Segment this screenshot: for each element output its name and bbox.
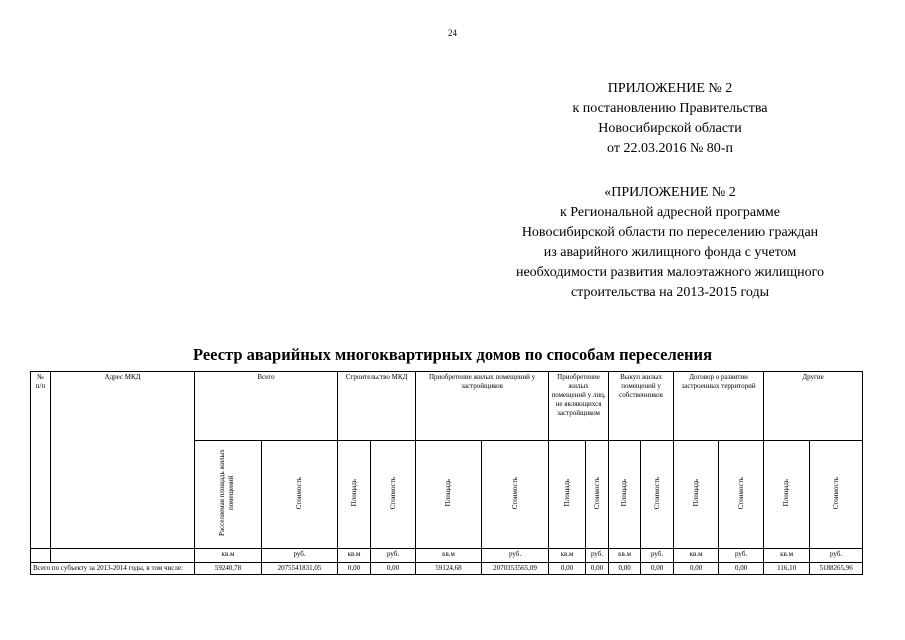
unit-cell: кв.м (416, 549, 482, 563)
header-row-groups (31, 372, 863, 441)
unit-cell: кв.м (674, 549, 719, 563)
appendix-header-line: к постановлению Правительства (572, 101, 768, 116)
header-group-construction: Строительство МКД (338, 372, 416, 441)
header-group-buyout: Выкуп жилых помещений у собственников (609, 372, 674, 441)
total-value: 2075541831,05 (262, 563, 338, 575)
subheader-label: Расселяемая площадь жилых помещений (218, 449, 235, 537)
subheader-cell (719, 441, 764, 549)
unit-cell: руб. (810, 549, 863, 563)
unit-cell: руб. (719, 549, 764, 563)
subheader-label: Площадь (349, 479, 358, 507)
unit-cell: кв.м (764, 549, 810, 563)
subheader-cell (810, 441, 863, 549)
subheader-label: Стоимость (652, 476, 661, 510)
subheader-cell (338, 441, 371, 549)
header-num: № п/п (31, 372, 51, 549)
appendix-header-line: Новосибирской области (598, 121, 742, 136)
total-value: 0,00 (371, 563, 416, 575)
appendix-program-line: необходимости развития малоэтажного жилищного (515, 265, 825, 280)
total-value: 5188265,96 (810, 563, 863, 575)
total-value: 0,00 (549, 563, 586, 575)
appendix-program (470, 183, 870, 303)
total-value: 0,00 (609, 563, 641, 575)
subheader-label: Площадь (620, 479, 629, 507)
unit-cell: кв.м (338, 549, 371, 563)
subheader-cell (371, 441, 416, 549)
appendix-program-line: к Региональной адресной программе (559, 205, 780, 220)
unit-cell: кв.м (609, 549, 641, 563)
header-address: Адрес МКД (51, 372, 195, 549)
header-group-territory: Договор о развитии застроенных территорий (674, 372, 764, 441)
subheader-label: Площадь (444, 479, 453, 507)
subheader-cell (609, 441, 641, 549)
page-number: 24 (448, 28, 457, 38)
units-cell-empty (31, 549, 51, 563)
registry-title: Реестр аварийных многоквартирных домов по способам переселения (193, 345, 712, 364)
appendix-program-line: из аварийного жилищного фонда с учетом (543, 245, 797, 260)
total-value: 0,00 (586, 563, 609, 575)
total-label: Всего по субъекту за 2013-2014 годы, в том числе: (31, 563, 195, 575)
unit-cell: руб. (586, 549, 609, 563)
total-value: 2070353565,09 (482, 563, 549, 575)
appendix-header (480, 79, 860, 159)
unit-cell: руб. (482, 549, 549, 563)
subheader-cell (586, 441, 609, 549)
header-group-other: Другие (764, 372, 863, 441)
subheader-label: Площадь (782, 479, 791, 507)
subheader-label: Площадь (691, 479, 700, 507)
subheader-label: Стоимость (388, 476, 397, 510)
appendix-program-line: Новосибирской области по переселению граждан (521, 225, 819, 240)
unit-cell: кв.м (549, 549, 586, 563)
total-value: 59124,68 (416, 563, 482, 575)
header-group-total: Всего (195, 372, 338, 441)
subheader-cell (482, 441, 549, 549)
total-row (31, 563, 863, 575)
total-value: 0,00 (674, 563, 719, 575)
appendix-header-line: от 22.03.2016 № 80-п (607, 141, 733, 156)
header-group-non-developers: Приобретение жилых помещений у лиц, не являющихся застройщиком (549, 372, 609, 441)
total-value: 0,00 (338, 563, 371, 575)
total-value: 116,10 (764, 563, 810, 575)
subheader-cell (641, 441, 674, 549)
units-row (31, 549, 863, 563)
total-value: 0,00 (641, 563, 674, 575)
subheader-label: Стоимость (510, 476, 519, 510)
total-value: 0,00 (719, 563, 764, 575)
units-cell-empty (51, 549, 195, 563)
appendix-program-line: строительства на 2013-2015 годы (570, 285, 770, 300)
subheader-cell (262, 441, 338, 549)
subheader-cell (764, 441, 810, 549)
subheader-cell (416, 441, 482, 549)
appendix-program-line: «ПРИЛОЖЕНИЕ № 2 (604, 185, 736, 200)
unit-cell: кв.м (195, 549, 262, 563)
subheader-label: Стоимость (592, 476, 601, 510)
unit-cell: руб. (641, 549, 674, 563)
header-group-developers: Приобретение жилых помещений у застройщиков (416, 372, 549, 441)
appendix-header-line: ПРИЛОЖЕНИЕ № 2 (607, 81, 733, 96)
subheader-cell (549, 441, 586, 549)
unit-cell: руб. (262, 549, 338, 563)
subheader-label: Площадь (562, 479, 571, 507)
subheader-cell (195, 441, 262, 549)
subheader-label: Стоимость (831, 476, 840, 510)
unit-cell: руб. (371, 549, 416, 563)
total-value: 59240,78 (195, 563, 262, 575)
subheader-label: Стоимость (736, 476, 745, 510)
subheader-cell (674, 441, 719, 549)
subheader-label: Стоимость (295, 476, 303, 510)
registry-table (30, 371, 863, 575)
